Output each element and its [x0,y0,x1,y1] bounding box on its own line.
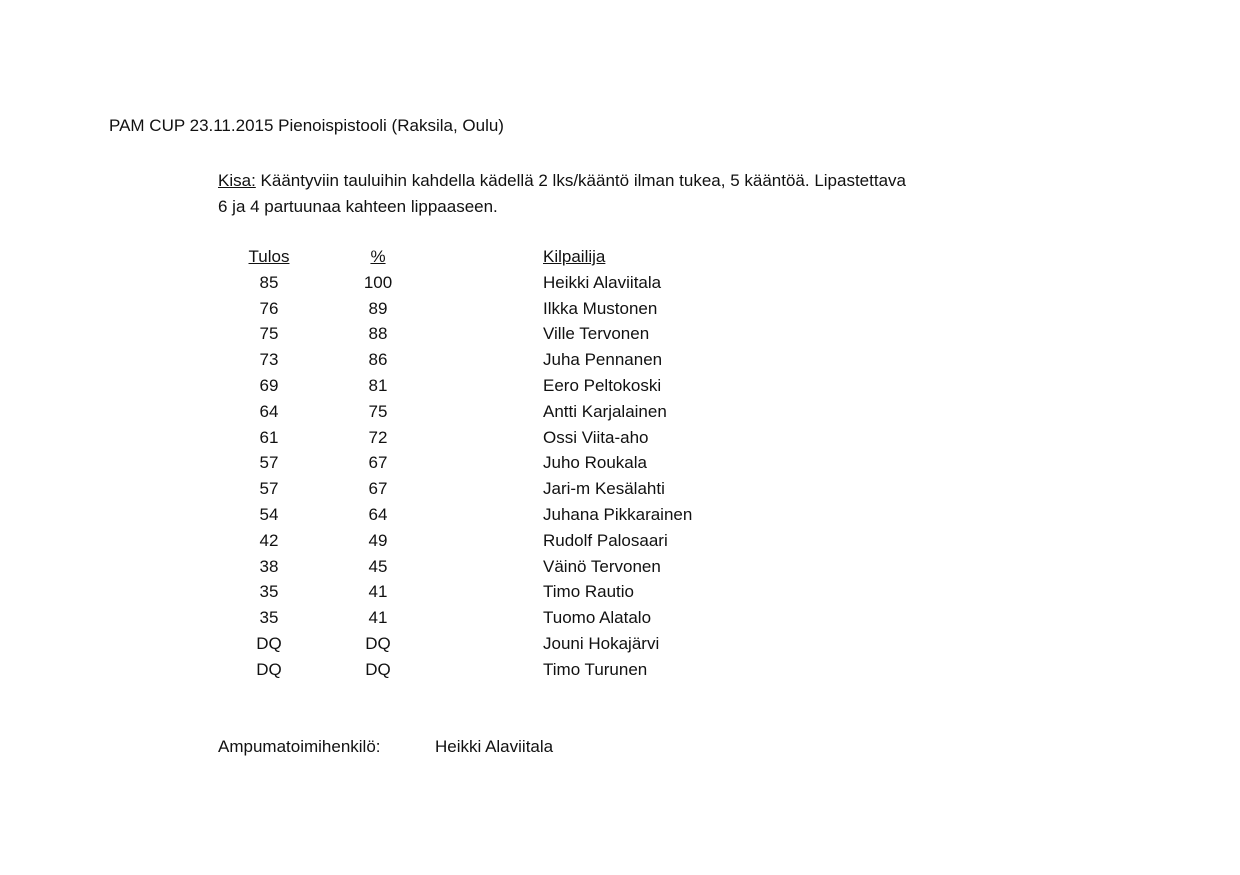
result-score: 85 [259,272,279,292]
description-line-1 [218,168,978,194]
table-row [0,399,1240,425]
range-official [0,734,1240,760]
result-score: 35 [259,608,279,628]
result-competitor: Heikki Alaviitala [543,272,662,292]
header-score [239,244,299,270]
result-competitor: Eero Peltokoski [543,375,662,395]
result-score: DQ [256,659,282,679]
description-text-1: Kääntyviin tauluihin kahdella kädellä 2 lks/kääntö ilman tukea, 5 kääntöä. Lipastettava [255,171,906,190]
result-competitor: Antti Karjalainen [543,401,667,421]
result-percent: 89 [368,298,388,318]
result-competitor: Juhana Pikkarainen [543,504,693,524]
result-percent: 45 [368,556,388,576]
table-row [0,425,1240,451]
result-competitor: Juho Roukala [543,453,647,473]
results-header-row [0,244,1240,270]
result-competitor: Ilkka Mustonen [543,298,658,318]
table-row [0,631,1240,657]
result-competitor: Ville Tervonen [543,324,650,344]
table-row [0,296,1240,322]
result-score: 57 [259,479,279,499]
result-score: 76 [259,298,279,318]
result-score: 57 [259,453,279,473]
result-competitor: Timo Turunen [543,659,648,679]
competition-label: Kisa: [218,171,256,190]
results-body [0,270,1240,683]
result-percent: 49 [368,530,388,550]
competition-description [218,168,978,220]
result-score: 61 [259,427,279,447]
result-competitor: Väinö Tervonen [543,556,661,576]
result-score: 54 [259,504,279,524]
result-competitor: Ossi Viita-aho [543,427,649,447]
table-row [0,554,1240,580]
result-competitor: Tuomo Alatalo [543,608,652,628]
header-percent [348,244,408,270]
result-competitor: Juha Pennanen [543,350,663,370]
result-competitor: Timo Rautio [543,582,635,602]
result-percent: 67 [368,479,388,499]
page-title: PAM CUP 23.11.2015 Pienoispistooli (Raksila, Oulu) [109,116,504,135]
result-percent: DQ [365,633,391,653]
table-row [0,476,1240,502]
header-competitor-label: Kilpailija [543,247,606,266]
result-percent: 41 [368,608,388,628]
result-percent: DQ [365,659,391,679]
result-percent: 64 [368,504,388,524]
header-percent-label: % [370,247,386,266]
result-competitor: Jouni Hokajärvi [543,633,660,653]
result-percent: 72 [368,427,388,447]
result-percent: 88 [368,324,388,344]
table-row [0,502,1240,528]
result-score: DQ [256,633,282,653]
description-line-2: 6 ja 4 partuunaa kahteen lippaaseen. [218,197,498,216]
table-row [0,605,1240,631]
result-score: 38 [259,556,279,576]
results-table [0,244,1240,683]
table-row [0,347,1240,373]
header-competitor [543,244,605,270]
table-row [0,373,1240,399]
result-percent: 100 [363,272,393,292]
result-percent: 81 [368,375,388,395]
result-score: 35 [259,582,279,602]
header-score-label: Tulos [248,247,290,266]
result-percent: 75 [368,401,388,421]
result-competitor: Jari-m Kesälahti [543,479,665,499]
result-score: 75 [259,324,279,344]
table-row [0,528,1240,554]
range-official-name: Heikki Alaviitala [435,737,554,756]
result-score: 69 [259,375,279,395]
range-official-label: Ampumatoimihenkilö: [218,737,381,756]
table-row [0,270,1240,296]
table-row [0,321,1240,347]
result-percent: 86 [368,350,388,370]
result-score: 42 [259,530,279,550]
result-score: 73 [259,350,279,370]
table-row [0,450,1240,476]
result-percent: 41 [368,582,388,602]
result-score: 64 [259,401,279,421]
table-row [0,657,1240,683]
result-competitor: Rudolf Palosaari [543,530,668,550]
result-percent: 67 [368,453,388,473]
table-row [0,579,1240,605]
